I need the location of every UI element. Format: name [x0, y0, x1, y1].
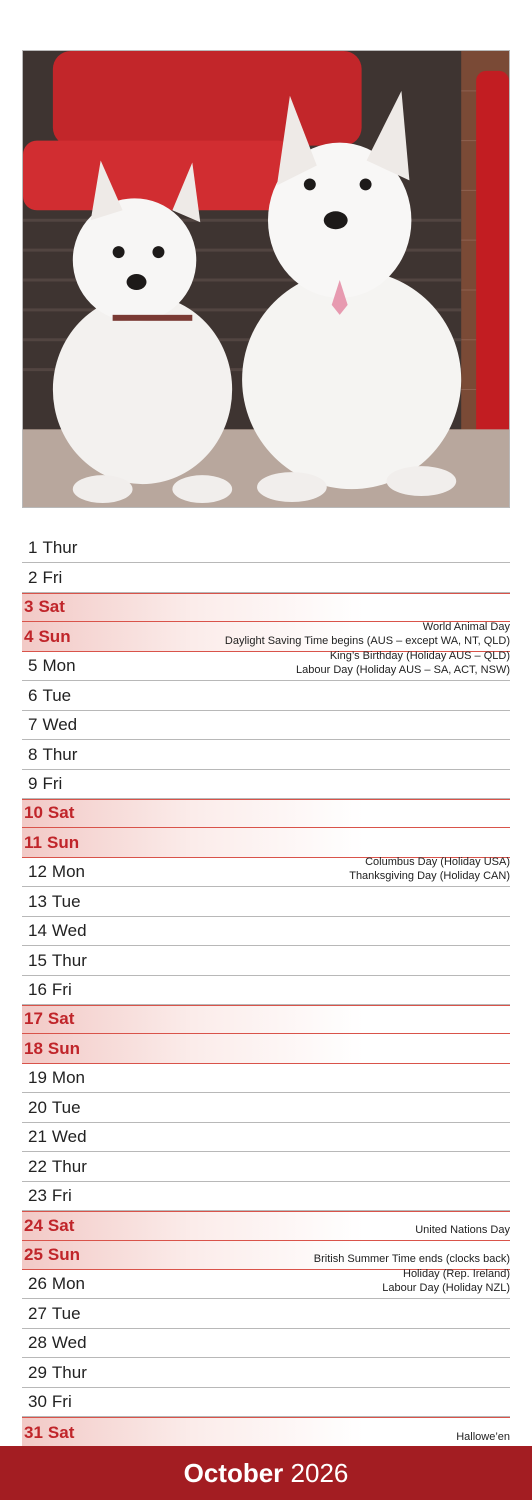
weekday-name: Thur: [51, 1362, 87, 1382]
day-row: [22, 622, 510, 651]
day-row: [22, 740, 510, 769]
day-number: 1: [28, 538, 38, 558]
day-label: [24, 1039, 80, 1059]
day-number: 13: [28, 891, 47, 911]
day-number: 14: [28, 921, 47, 941]
day-number: 19: [28, 1068, 47, 1088]
day-number: 17: [24, 1009, 43, 1029]
day-row: [22, 593, 510, 622]
weekday-name: Wed: [42, 715, 78, 735]
day-number: 30: [28, 1392, 47, 1412]
day-number: 3: [24, 597, 34, 617]
weekday-name: Sat: [47, 803, 75, 823]
day-row: [22, 1388, 510, 1417]
day-number: 12: [28, 862, 47, 882]
weekday-name: Fri: [42, 773, 63, 793]
day-number: 9: [28, 773, 38, 793]
day-label: [28, 715, 77, 735]
day-events: [415, 1223, 510, 1237]
day-row: [22, 1064, 510, 1093]
day-row: [22, 1182, 510, 1211]
day-number: 11: [24, 832, 42, 852]
westie-dogs-image: [23, 51, 509, 507]
event-text: United Nations Day: [415, 1223, 510, 1236]
weekday-name: Thur: [42, 538, 78, 558]
day-label: [28, 538, 77, 558]
day-row: [22, 1329, 510, 1358]
weekday-name: Mon: [51, 1068, 85, 1088]
day-number: 31: [24, 1422, 43, 1442]
day-row: [22, 1005, 510, 1034]
weekday-name: Sat: [38, 597, 65, 617]
day-row: [22, 917, 510, 946]
event-text: Hallowe’en: [456, 1430, 510, 1443]
day-label: [28, 1127, 87, 1147]
weekday-name: Thur: [42, 744, 78, 764]
event-text: Daylight Saving Time begins (AUS – except WA, NT, QLD): [224, 634, 510, 647]
day-label: [28, 921, 87, 941]
day-row: [22, 828, 510, 857]
day-row: [22, 534, 510, 563]
day-label: [28, 1157, 87, 1177]
day-list: [22, 534, 510, 1447]
calendar-photo: [22, 50, 510, 508]
day-row: [22, 1093, 510, 1122]
day-label: [28, 1363, 87, 1383]
day-label: [24, 597, 65, 617]
weekday-name: Sun: [47, 1244, 81, 1264]
day-number: 28: [28, 1333, 47, 1353]
day-number: 21: [28, 1127, 47, 1147]
year: 2026: [290, 1458, 349, 1488]
day-number: 25: [24, 1244, 43, 1264]
day-label: [24, 1216, 74, 1236]
day-label: [28, 951, 87, 971]
day-row: [22, 1358, 510, 1387]
weekday-name: Tue: [51, 891, 81, 911]
day-number: 26: [28, 1274, 47, 1294]
weekday-name: Sun: [47, 1038, 81, 1058]
day-row: [22, 563, 510, 592]
weekday-name: Sat: [47, 1009, 75, 1029]
day-label: [24, 1245, 80, 1265]
day-label: [28, 745, 77, 765]
day-label: [24, 1423, 74, 1443]
day-number: 27: [28, 1303, 47, 1323]
weekday-name: Fri: [51, 1392, 72, 1412]
weekday-name: Sat: [47, 1422, 75, 1442]
weekday-name: Mon: [51, 862, 85, 882]
month-banner: [0, 1446, 532, 1500]
day-number: 7: [28, 715, 38, 735]
day-number: 22: [28, 1156, 47, 1176]
event-text: British Summer Time ends (clocks back): [313, 1252, 510, 1265]
day-label: [24, 833, 79, 853]
day-row: [22, 1152, 510, 1181]
weekday-name: Tue: [42, 685, 72, 705]
day-label: [28, 656, 76, 676]
weekday-name: Sun: [38, 626, 71, 646]
day-label: [28, 686, 71, 706]
day-number: 5: [28, 656, 38, 676]
event-text: Labour Day (Holiday AUS – SA, ACT, NSW): [296, 664, 510, 677]
day-number: 15: [28, 950, 47, 970]
weekday-name: Mon: [42, 656, 76, 676]
day-number: 8: [28, 744, 38, 764]
weekday-name: Fri: [51, 1186, 72, 1206]
day-number: 18: [24, 1038, 43, 1058]
day-number: 4: [24, 626, 34, 646]
day-number: 2: [28, 567, 38, 587]
day-label: [24, 1009, 74, 1029]
day-number: 23: [28, 1186, 47, 1206]
day-number: 29: [28, 1362, 47, 1382]
day-events: [314, 1252, 510, 1266]
day-row: [22, 858, 510, 887]
event-text: Columbus Day (Holiday USA): [365, 856, 510, 869]
weekday-name: Fri: [42, 567, 63, 587]
weekday-name: Thur: [51, 1156, 87, 1176]
day-events: [296, 649, 510, 677]
day-label: [28, 568, 62, 588]
day-label: [24, 803, 74, 823]
weekday-name: Thur: [51, 950, 87, 970]
weekday-name: Fri: [51, 980, 72, 999]
day-row: [22, 652, 510, 681]
weekday-name: Tue: [51, 1303, 81, 1323]
weekday-name: Mon: [51, 1274, 85, 1294]
day-label: [28, 862, 85, 882]
weekday-name: Wed: [51, 1127, 87, 1147]
day-label: [28, 774, 62, 794]
day-label: [24, 627, 71, 647]
day-row: [22, 1241, 510, 1270]
day-number: 16: [28, 980, 47, 999]
day-row: [22, 887, 510, 916]
day-number: 10: [24, 803, 43, 823]
weekday-name: Sun: [46, 832, 80, 852]
day-number: 20: [28, 1097, 47, 1117]
day-events: [225, 620, 510, 648]
day-row: [22, 1123, 510, 1152]
day-label: [28, 1392, 72, 1412]
day-label: [28, 1304, 81, 1324]
day-label: [28, 1186, 72, 1206]
day-number: 24: [24, 1215, 43, 1235]
day-row: [22, 681, 510, 710]
weekday-name: Sat: [47, 1215, 75, 1235]
day-events: [456, 1430, 510, 1444]
day-row: [22, 1299, 510, 1328]
event-text: World Animal Day: [422, 620, 510, 633]
day-events: [382, 1267, 510, 1295]
day-row: [22, 1417, 510, 1446]
day-label: [28, 1274, 85, 1294]
event-text: King’s Birthday (Holiday AUS – QLD): [329, 650, 510, 663]
day-label: [28, 1098, 81, 1118]
month-name: October: [183, 1458, 284, 1488]
day-label: [28, 1068, 85, 1088]
day-row: [22, 799, 510, 828]
day-label: [28, 1333, 87, 1353]
day-row: [22, 1211, 510, 1240]
day-row: [22, 1270, 510, 1299]
day-row: [22, 1034, 510, 1063]
event-text: Thanksgiving Day (Holiday CAN): [349, 870, 510, 883]
day-row: [22, 711, 510, 740]
day-label: [28, 892, 81, 912]
weekday-name: Tue: [51, 1097, 81, 1117]
event-text: Holiday (Rep. Ireland): [403, 1268, 510, 1281]
event-text: Labour Day (Holiday NZL): [382, 1282, 510, 1295]
day-row: [22, 770, 510, 799]
weekday-name: Wed: [51, 1333, 87, 1353]
weekday-name: Wed: [51, 921, 87, 941]
day-row: [22, 976, 510, 1005]
day-events: [349, 855, 510, 883]
day-number: 6: [28, 685, 38, 705]
day-row: [22, 946, 510, 975]
day-label: [28, 980, 72, 1000]
